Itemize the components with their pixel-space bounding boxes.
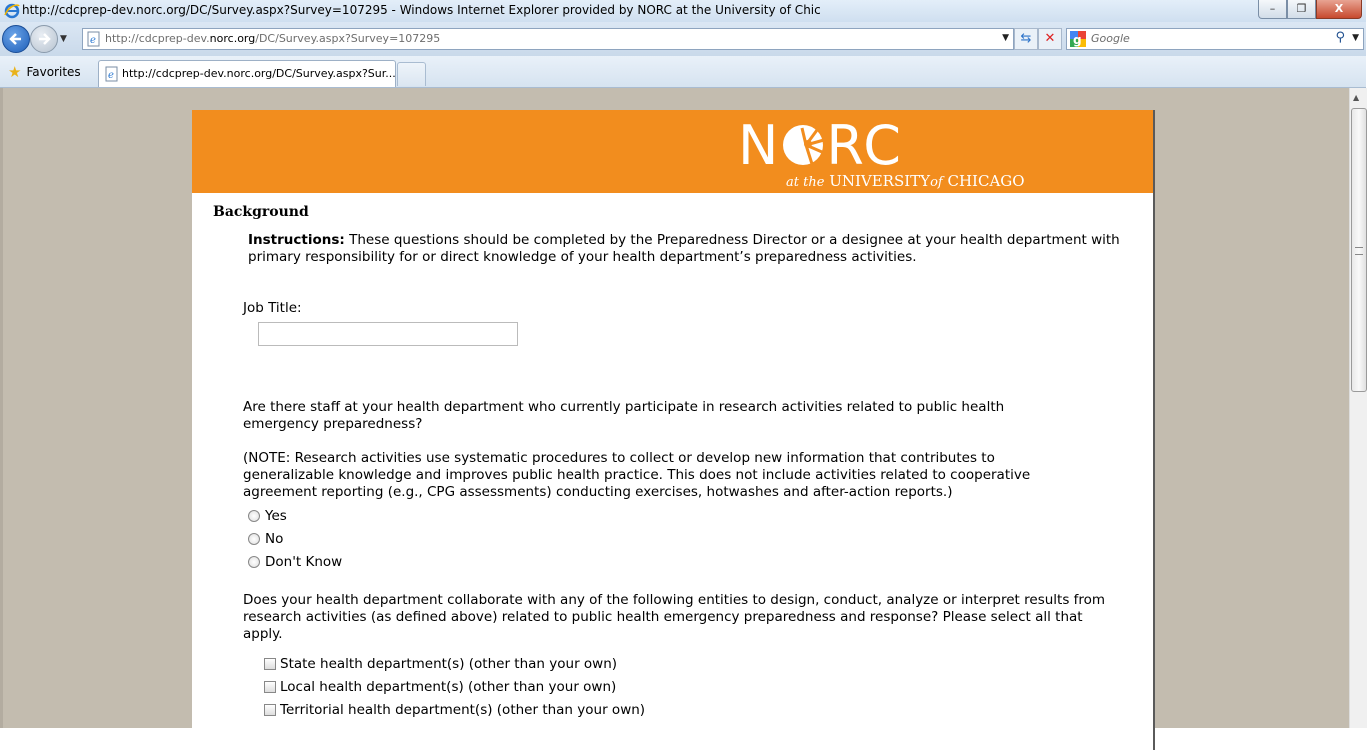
minimize-button[interactable]: –	[1258, 0, 1287, 19]
norc-banner	[192, 110, 1153, 193]
browser-tab[interactable]	[98, 60, 396, 87]
address-bar[interactable]	[82, 28, 1014, 50]
navigation-bar	[0, 22, 1366, 56]
tab-title: http://cdcprep-dev.norc.org/DC/Survey.aspx?Sur...	[122, 67, 396, 80]
survey-page	[192, 110, 1155, 750]
collaboration-options	[264, 652, 645, 721]
job-title-label: Job Title:	[243, 300, 302, 316]
checkbox[interactable]	[264, 704, 276, 716]
radio-button[interactable]	[248, 510, 260, 522]
star-icon: ★	[8, 63, 22, 81]
address-url[interactable]	[105, 32, 440, 45]
vertical-scrollbar[interactable]	[1349, 88, 1367, 728]
favorites-button[interactable]	[8, 63, 81, 81]
option-state-health-dept[interactable]	[264, 652, 645, 675]
tab-page-icon	[104, 66, 120, 82]
google-icon	[1070, 31, 1086, 47]
logo-sub-of: of	[930, 175, 943, 190]
instructions-text: These questions should be completed by the Preparedness Director or a designee at your health department with primary responsibility for or direct knowledge of your health department’s preparedness activities.	[248, 232, 1120, 265]
forward-button[interactable]	[30, 25, 58, 53]
option-label: Local health department(s) (other than your own)	[280, 678, 617, 695]
search-icon[interactable]: ⚲	[1335, 30, 1345, 45]
research-note: (NOTE: Research activities use systematic procedures to collect or develop new information that contributes to generalizable knowledge and improves public health practice. This does not include activities related to cooperative agreement reporting (e.g., CPG assessments) conducting exercises, hotwashes and after-action reports.)	[243, 450, 1031, 500]
scrollbar-thumb[interactable]	[1351, 108, 1367, 392]
favorites-bar	[0, 56, 1366, 88]
stop-button[interactable]: ✕	[1038, 28, 1062, 50]
svg-text:e: e	[108, 70, 114, 81]
window-controls	[1258, 0, 1362, 19]
logo-n-letter: N	[738, 114, 781, 177]
option-local-health-dept[interactable]	[264, 675, 645, 698]
refresh-button[interactable]: ⇆	[1014, 28, 1038, 50]
url-suffix: /DC/Survey.aspx?Survey=107295	[255, 32, 441, 45]
option-yes[interactable]	[248, 504, 342, 527]
new-tab-button[interactable]	[397, 62, 426, 86]
scroll-grip-icon	[1355, 247, 1363, 255]
favorites-label: Favorites	[26, 65, 81, 79]
option-dont-know[interactable]	[248, 550, 342, 573]
restore-button[interactable]: ❐	[1287, 0, 1316, 19]
logo-rc-letters: RC	[826, 114, 903, 177]
search-box[interactable]	[1066, 28, 1364, 50]
scroll-up-icon[interactable]: ▲	[1353, 93, 1360, 102]
option-label: Territorial health department(s) (other than your own)	[280, 701, 646, 718]
logo-sub-at: at the	[786, 175, 825, 190]
logo-sub-chicago: CHICAGO	[947, 172, 1025, 190]
instructions	[248, 232, 1138, 266]
instructions-label: Instructions:	[248, 232, 345, 248]
logo-sub-university: UNIVERSITY	[829, 172, 931, 190]
university-of-chicago-text	[786, 172, 1025, 190]
close-button[interactable]: X	[1316, 0, 1362, 19]
forward-arrow-icon	[36, 31, 52, 47]
ie-logo-icon	[4, 3, 20, 19]
option-label: Yes	[265, 507, 287, 524]
back-button[interactable]	[2, 25, 30, 53]
search-placeholder: Google	[1091, 32, 1130, 45]
page-icon	[86, 31, 102, 47]
recent-pages-dropdown-icon[interactable]: ▼	[60, 34, 67, 44]
url-prefix: http://cdcprep-dev.	[105, 32, 210, 45]
job-title-input[interactable]	[258, 322, 518, 346]
question-collaboration: Does your health department collaborate with any of the following entities to design, conduct, analyze or interpret results from research activities (as defined above) related to public health emergency preparedness and response? Please select all that apply.	[243, 592, 1106, 642]
window-title: http://cdcprep-dev.norc.org/DC/Survey.aspx?Survey=107295 - Windows Internet Explorer provided by NORC at the University of Chic	[22, 3, 821, 17]
content-left-edge	[0, 88, 3, 728]
url-domain: norc.org	[209, 32, 256, 45]
option-label: No	[265, 530, 284, 547]
option-territorial-health-dept[interactable]	[264, 698, 645, 721]
research-staff-options	[248, 504, 342, 573]
search-options-dropdown-icon[interactable]: ▼	[1352, 33, 1359, 43]
radio-button[interactable]	[248, 533, 260, 545]
svg-text:g: g	[1073, 33, 1082, 47]
web-content	[0, 88, 1349, 728]
option-label: Don't Know	[265, 553, 343, 570]
section-title: Background	[213, 204, 309, 220]
address-dropdown-icon[interactable]: ▼	[1002, 33, 1009, 43]
window-title-bar	[0, 0, 1366, 22]
question-research-staff: Are there staff at your health department who currently participate in research activities related to public health emergency preparedness?	[243, 399, 1005, 432]
norc-logo	[738, 114, 903, 177]
starburst-o-icon	[780, 122, 826, 168]
option-label: State health department(s) (other than your own)	[280, 655, 618, 672]
checkbox[interactable]	[264, 681, 276, 693]
option-no[interactable]	[248, 527, 342, 550]
radio-button[interactable]	[248, 556, 260, 568]
svg-text:e: e	[90, 35, 96, 46]
back-arrow-icon	[8, 31, 24, 47]
checkbox[interactable]	[264, 658, 276, 670]
